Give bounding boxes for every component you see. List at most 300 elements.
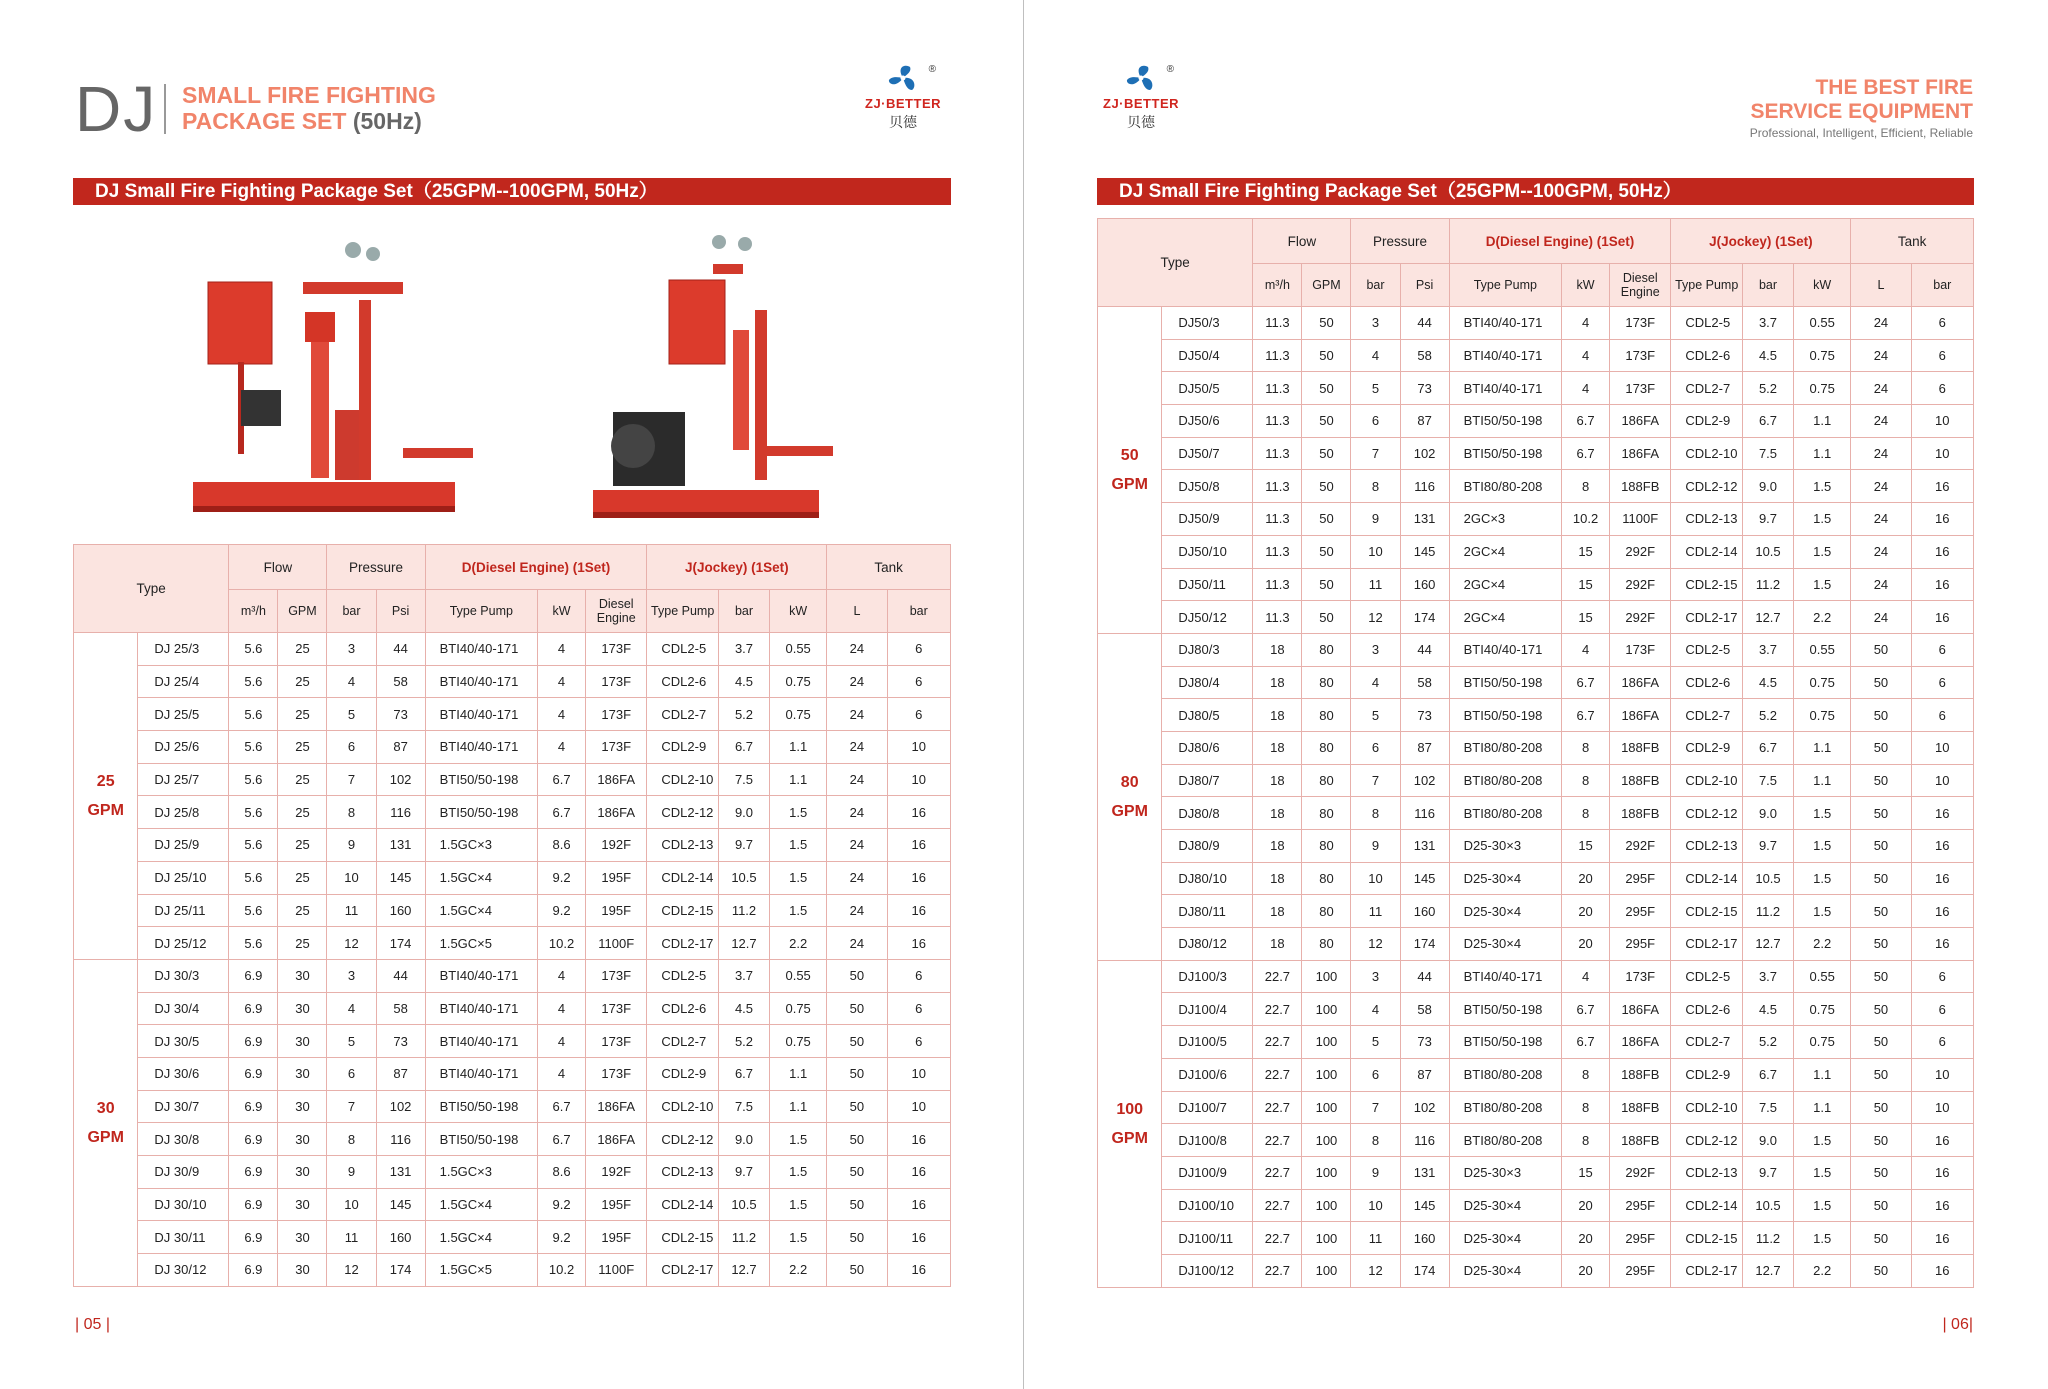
cell-jockey-kw: 1.5	[770, 1156, 827, 1189]
cell-jockey-bar: 7.5	[1742, 1091, 1793, 1124]
cell-flow-gpm: 50	[1302, 339, 1351, 372]
cell-model: DJ 30/11	[138, 1221, 229, 1254]
cell-jockey-type-pump: CDL2-12	[647, 796, 719, 829]
cell-diesel-engine: 188FB	[1610, 764, 1671, 797]
cell-tank-bar: 10	[1911, 405, 1973, 438]
cell-pressure-bar: 3	[1351, 633, 1400, 666]
cell-flow-gpm: 30	[278, 1025, 327, 1058]
cell-model: DJ100/7	[1162, 1091, 1253, 1124]
tagline-title-line2: SERVICE EQUIPMENT	[1750, 100, 1973, 123]
cell-tank-bar: 16	[1911, 470, 1973, 503]
cell-jockey-type-pump: CDL2-13	[647, 1156, 719, 1189]
cell-jockey-bar: 12.7	[718, 1254, 769, 1287]
cell-diesel-kw: 8	[1562, 1058, 1610, 1091]
cell-jockey-kw: 1.1	[1794, 437, 1851, 470]
cell-jockey-kw: 1.5	[1794, 895, 1851, 928]
cell-tank-l: 24	[827, 829, 887, 862]
left-header	[0, 0, 1023, 170]
cell-pressure-bar: 7	[1351, 1091, 1400, 1124]
cell-jockey-bar: 5.2	[718, 1025, 769, 1058]
cell-flow-m3h: 22.7	[1253, 1091, 1302, 1124]
cell-pressure-bar: 6	[1351, 731, 1400, 764]
cell-flow-m3h: 11.3	[1253, 405, 1302, 438]
cell-tank-l: 50	[827, 1254, 887, 1287]
cell-tank-bar: 10	[1911, 437, 1973, 470]
gpm-group-unit: GPM	[87, 801, 124, 819]
cell-diesel-engine: 173F	[1610, 960, 1671, 993]
cell-flow-m3h: 5.6	[229, 665, 278, 698]
cell-model: DJ50/11	[1162, 568, 1253, 601]
cell-pressure-bar: 8	[1351, 470, 1400, 503]
cell-jockey-kw: 1.1	[770, 763, 827, 796]
cell-tank-l: 24	[1851, 437, 1911, 470]
cell-flow-gpm: 25	[278, 927, 327, 960]
cell-model: DJ80/12	[1162, 928, 1253, 961]
cell-flow-m3h: 18	[1253, 633, 1302, 666]
cell-pressure-psi: 131	[1400, 830, 1449, 863]
cell-flow-gpm: 80	[1302, 764, 1351, 797]
cell-tank-l: 24	[1851, 405, 1911, 438]
subheader-jockey-bar: bar	[718, 590, 769, 633]
cell-jockey-kw: 2.2	[770, 927, 827, 960]
cell-tank-l: 24	[827, 633, 887, 666]
cell-jockey-kw: 0.75	[1794, 339, 1851, 372]
cell-pressure-bar: 5	[1351, 1026, 1400, 1059]
cell-jockey-type-pump: CDL2-14	[647, 861, 719, 894]
cell-diesel-kw: 6.7	[1562, 405, 1610, 438]
cell-jockey-bar: 4.5	[718, 665, 769, 698]
cell-flow-gpm: 50	[1302, 307, 1351, 340]
subheader-m3h: m³/h	[229, 590, 278, 633]
cell-diesel-engine: 292F	[1610, 535, 1671, 568]
spec-table-left	[73, 544, 951, 1287]
cell-tank-bar: 6	[1911, 633, 1973, 666]
cell-flow-m3h: 6.9	[229, 1123, 278, 1156]
cell-jockey-kw: 1.5	[770, 861, 827, 894]
cell-jockey-type-pump: CDL2-13	[647, 829, 719, 862]
cell-pressure-psi: 116	[376, 1123, 425, 1156]
cell-jockey-type-pump: CDL2-17	[1671, 1254, 1743, 1287]
cell-flow-m3h: 5.6	[229, 633, 278, 666]
cell-flow-m3h: 11.3	[1253, 437, 1302, 470]
cell-tank-bar: 16	[1911, 797, 1973, 830]
cell-flow-m3h: 11.3	[1253, 601, 1302, 634]
table-row	[1098, 633, 1974, 666]
cell-jockey-bar: 7.5	[1742, 764, 1793, 797]
cell-pressure-bar: 10	[327, 861, 376, 894]
cell-diesel-type-pump: 2GC×4	[1449, 568, 1561, 601]
table-row	[74, 1025, 951, 1058]
cell-tank-l: 50	[827, 1156, 887, 1189]
cell-diesel-type-pump: D25-30×4	[1449, 862, 1561, 895]
cell-jockey-kw: 0.55	[1794, 633, 1851, 666]
gpm-group-value: 30	[96, 1099, 115, 1117]
cell-diesel-engine: 1100F	[586, 927, 647, 960]
cell-jockey-bar: 11.2	[718, 894, 769, 927]
cell-pressure-bar: 10	[327, 1188, 376, 1221]
frequency-label: (50Hz)	[352, 108, 422, 134]
cell-pressure-psi: 73	[1400, 1026, 1449, 1059]
cell-pressure-bar: 5	[327, 1025, 376, 1058]
cell-diesel-engine: 173F	[1610, 633, 1671, 666]
cell-model: DJ50/12	[1162, 601, 1253, 634]
cell-diesel-kw: 6.7	[1562, 699, 1610, 732]
cell-flow-gpm: 50	[1302, 535, 1351, 568]
cell-diesel-type-pump: BTI50/50-198	[425, 1123, 537, 1156]
cell-pressure-psi: 44	[376, 633, 425, 666]
table-row	[1098, 1189, 1974, 1222]
cell-pressure-psi: 58	[1400, 993, 1449, 1026]
cell-diesel-kw: 6.7	[538, 796, 586, 829]
cell-model: DJ 25/12	[138, 927, 229, 960]
cell-jockey-bar: 3.7	[1742, 307, 1793, 340]
cell-diesel-kw: 8	[1562, 470, 1610, 503]
cell-jockey-kw: 0.75	[770, 992, 827, 1025]
cell-diesel-engine: 188FB	[1610, 1058, 1671, 1091]
cell-model: DJ100/12	[1162, 1254, 1253, 1287]
cell-pressure-bar: 11	[327, 1221, 376, 1254]
cell-flow-gpm: 80	[1302, 633, 1351, 666]
table-row	[74, 992, 951, 1025]
cell-jockey-bar: 4.5	[1742, 339, 1793, 372]
table-header-row-right	[1098, 219, 1974, 264]
cell-tank-bar: 10	[1911, 1058, 1973, 1091]
cell-tank-bar: 6	[1911, 372, 1973, 405]
cell-flow-gpm: 100	[1302, 1091, 1351, 1124]
cell-diesel-type-pump: D25-30×4	[1449, 1189, 1561, 1222]
cell-tank-l: 50	[827, 1123, 887, 1156]
cell-jockey-kw: 2.2	[1794, 928, 1851, 961]
table-row	[74, 633, 951, 666]
cell-flow-m3h: 6.9	[229, 1188, 278, 1221]
cell-tank-l: 50	[1851, 1091, 1911, 1124]
cell-diesel-engine: 192F	[586, 1156, 647, 1189]
cell-flow-gpm: 100	[1302, 960, 1351, 993]
registered-mark: ®	[928, 64, 936, 75]
cell-diesel-kw: 8.6	[538, 1156, 586, 1189]
cell-flow-gpm: 30	[278, 1090, 327, 1123]
cell-model: DJ100/6	[1162, 1058, 1253, 1091]
gpm-group-value: 80	[1120, 773, 1139, 791]
cell-pressure-psi: 131	[1400, 1156, 1449, 1189]
cell-flow-m3h: 5.6	[229, 927, 278, 960]
cell-model: DJ 30/4	[138, 992, 229, 1025]
cell-diesel-engine: 188FB	[1610, 731, 1671, 764]
cell-flow-m3h: 11.3	[1253, 503, 1302, 536]
cell-jockey-bar: 3.7	[718, 959, 769, 992]
cell-diesel-type-pump: BTI50/50-198	[1449, 437, 1561, 470]
cell-jockey-type-pump: CDL2-10	[1671, 764, 1743, 797]
cell-pressure-psi: 131	[1400, 503, 1449, 536]
table-row	[1098, 666, 1974, 699]
tagline-subtitle: Professional, Intelligent, Efficient, Reliable	[1749, 126, 1973, 140]
table-row	[1098, 568, 1974, 601]
cell-pressure-bar: 8	[1351, 1124, 1400, 1157]
cell-flow-gpm: 80	[1302, 699, 1351, 732]
cell-tank-l: 24	[827, 927, 887, 960]
cell-jockey-kw: 1.5	[1794, 568, 1851, 601]
cell-jockey-type-pump: CDL2-7	[647, 698, 719, 731]
cell-model: DJ 25/4	[138, 665, 229, 698]
cell-diesel-kw: 6.7	[538, 1090, 586, 1123]
table-row	[1098, 731, 1974, 764]
cell-diesel-kw: 4	[1562, 339, 1610, 372]
cell-pressure-bar: 8	[1351, 797, 1400, 830]
cell-jockey-bar: 5.2	[1742, 699, 1793, 732]
cell-flow-gpm: 30	[278, 1057, 327, 1090]
cell-jockey-kw: 1.5	[1794, 830, 1851, 863]
cell-jockey-kw: 1.1	[770, 1057, 827, 1090]
cell-diesel-engine: 295F	[1610, 1254, 1671, 1287]
spec-table-right-body	[1098, 307, 1974, 1288]
cell-flow-gpm: 80	[1302, 797, 1351, 830]
cell-pressure-bar: 5	[1351, 372, 1400, 405]
cell-pressure-bar: 12	[327, 927, 376, 960]
gpm-group-value: 50	[1120, 446, 1139, 464]
cell-model: DJ 30/10	[138, 1188, 229, 1221]
cell-diesel-engine: 186FA	[1610, 405, 1671, 438]
cell-flow-m3h: 18	[1253, 731, 1302, 764]
cell-tank-l: 50	[827, 1188, 887, 1221]
table-row	[1098, 470, 1974, 503]
table-row	[1098, 339, 1974, 372]
cell-pressure-bar: 6	[1351, 405, 1400, 438]
cell-jockey-type-pump: CDL2-9	[1671, 405, 1743, 438]
cell-jockey-bar: 12.7	[1742, 928, 1793, 961]
cell-diesel-engine: 295F	[1610, 1189, 1671, 1222]
cell-diesel-engine: 173F	[586, 959, 647, 992]
cell-flow-gpm: 30	[278, 1254, 327, 1287]
gpm-group-unit: GPM	[1111, 1129, 1148, 1147]
cell-jockey-bar: 11.2	[1742, 895, 1793, 928]
table-row	[74, 959, 951, 992]
cell-tank-l: 24	[1851, 568, 1911, 601]
cell-jockey-bar: 12.7	[1742, 601, 1793, 634]
cell-diesel-engine: 186FA	[1610, 1026, 1671, 1059]
cell-jockey-bar: 9.7	[1742, 830, 1793, 863]
cell-diesel-type-pump: BTI50/50-198	[1449, 405, 1561, 438]
cell-pressure-bar: 5	[327, 698, 376, 731]
cell-diesel-kw: 9.2	[538, 894, 586, 927]
cell-diesel-type-pump: BTI80/80-208	[1449, 1058, 1561, 1091]
cell-jockey-type-pump: CDL2-14	[1671, 1189, 1743, 1222]
cell-jockey-kw: 0.75	[770, 698, 827, 731]
table-row	[74, 1221, 951, 1254]
series-title-line1: SMALL FIRE FIGHTING	[182, 82, 436, 108]
cell-jockey-bar: 3.7	[1742, 960, 1793, 993]
cell-model: DJ 25/7	[138, 763, 229, 796]
cell-flow-gpm: 25	[278, 796, 327, 829]
cell-jockey-kw: 1.5	[770, 829, 827, 862]
cell-pressure-psi: 102	[1400, 764, 1449, 797]
subheader-psi: Psi	[376, 590, 425, 633]
cell-flow-m3h: 22.7	[1253, 1156, 1302, 1189]
table-row	[1098, 797, 1974, 830]
cell-diesel-kw: 6.7	[1562, 666, 1610, 699]
cell-tank-l: 50	[1851, 1156, 1911, 1189]
cell-diesel-kw: 8	[1562, 797, 1610, 830]
cell-tank-bar: 16	[1911, 503, 1973, 536]
cell-diesel-engine: 186FA	[586, 763, 647, 796]
cell-jockey-bar: 9.0	[1742, 797, 1793, 830]
cell-tank-bar: 16	[887, 829, 950, 862]
subheader-tank-l: L	[1851, 264, 1911, 307]
cell-diesel-type-pump: BTI50/50-198	[1449, 666, 1561, 699]
cell-jockey-bar: 10.5	[1742, 1189, 1793, 1222]
cell-diesel-kw: 4	[1562, 372, 1610, 405]
cell-tank-bar: 6	[887, 959, 950, 992]
cell-jockey-type-pump: CDL2-7	[1671, 1026, 1743, 1059]
cell-diesel-type-pump: D25-30×3	[1449, 1156, 1561, 1189]
brand-name-right: ZJ·BETTER	[1103, 96, 1179, 111]
cell-diesel-kw: 4	[538, 698, 586, 731]
cell-diesel-type-pump: BTI80/80-208	[1449, 1091, 1561, 1124]
cell-diesel-kw: 9.2	[538, 1221, 586, 1254]
cell-diesel-kw: 4	[538, 665, 586, 698]
cell-tank-l: 50	[1851, 699, 1911, 732]
cell-jockey-bar: 6.7	[1742, 731, 1793, 764]
cell-jockey-kw: 0.55	[770, 959, 827, 992]
cell-model: DJ80/4	[1162, 666, 1253, 699]
cell-jockey-bar: 9.0	[1742, 1124, 1793, 1157]
cell-pressure-bar: 8	[327, 1123, 376, 1156]
cell-flow-gpm: 25	[278, 861, 327, 894]
cell-flow-gpm: 80	[1302, 666, 1351, 699]
cell-model: DJ 30/9	[138, 1156, 229, 1189]
cell-pressure-bar: 4	[1351, 666, 1400, 699]
cell-pressure-psi: 102	[376, 1090, 425, 1123]
diesel-header: D(Diesel Engine) (1Set)	[425, 545, 647, 590]
cell-pressure-bar: 3	[327, 959, 376, 992]
cell-tank-bar: 16	[1911, 535, 1973, 568]
cell-pressure-psi: 87	[1400, 405, 1449, 438]
table-row	[1098, 503, 1974, 536]
cell-jockey-type-pump: CDL2-14	[1671, 862, 1743, 895]
cell-tank-l: 24	[1851, 339, 1911, 372]
cell-pressure-bar: 10	[1351, 535, 1400, 568]
cell-jockey-bar: 10.5	[718, 861, 769, 894]
cell-tank-l: 50	[1851, 960, 1911, 993]
cell-tank-bar: 6	[887, 992, 950, 1025]
cell-tank-bar: 16	[887, 894, 950, 927]
cell-diesel-type-pump: BTI40/40-171	[425, 1025, 537, 1058]
cell-diesel-type-pump: 1.5GC×4	[425, 1221, 537, 1254]
cell-tank-l: 24	[827, 763, 887, 796]
cell-model: DJ100/8	[1162, 1124, 1253, 1157]
cell-jockey-type-pump: CDL2-15	[647, 1221, 719, 1254]
cell-model: DJ50/7	[1162, 437, 1253, 470]
cell-pressure-bar: 7	[327, 1090, 376, 1123]
pump-set-illustration	[73, 220, 951, 545]
cell-jockey-type-pump: CDL2-9	[1671, 731, 1743, 764]
cell-pressure-psi: 87	[1400, 1058, 1449, 1091]
subheader-type-pump: Type Pump	[1449, 264, 1561, 307]
cell-tank-bar: 10	[887, 1090, 950, 1123]
cell-jockey-type-pump: CDL2-5	[647, 633, 719, 666]
table-row	[74, 829, 951, 862]
cell-flow-gpm: 25	[278, 665, 327, 698]
cell-tank-bar: 6	[1911, 699, 1973, 732]
cell-tank-bar: 16	[887, 1188, 950, 1221]
cell-diesel-kw: 20	[1562, 1254, 1610, 1287]
fan-logo-icon	[886, 64, 920, 94]
cell-tank-l: 24	[827, 894, 887, 927]
table-row	[1098, 1091, 1974, 1124]
cell-diesel-engine: 188FB	[1610, 1124, 1671, 1157]
cell-jockey-kw: 1.5	[770, 1188, 827, 1221]
cell-pressure-bar: 7	[1351, 437, 1400, 470]
cell-pressure-bar: 4	[327, 992, 376, 1025]
cell-diesel-type-pump: 1.5GC×5	[425, 927, 537, 960]
subheader-tank-bar: bar	[1911, 264, 1973, 307]
cell-jockey-type-pump: CDL2-13	[1671, 503, 1743, 536]
subheader-psi: Psi	[1400, 264, 1449, 307]
cell-diesel-type-pump: BTI80/80-208	[1449, 764, 1561, 797]
cell-diesel-type-pump: D25-30×4	[1449, 1222, 1561, 1255]
cell-jockey-type-pump: CDL2-5	[1671, 633, 1743, 666]
cell-pressure-bar: 10	[1351, 862, 1400, 895]
gpm-group-label	[74, 633, 138, 960]
cell-pressure-psi: 102	[1400, 1091, 1449, 1124]
cell-diesel-type-pump: BTI40/40-171	[425, 959, 537, 992]
cell-jockey-type-pump: CDL2-7	[1671, 699, 1743, 732]
cell-pressure-psi: 145	[376, 1188, 425, 1221]
table-row	[1098, 601, 1974, 634]
brand-chinese-right: 贝德	[1127, 114, 1155, 130]
cell-diesel-kw: 10.2	[1562, 503, 1610, 536]
header-divider	[164, 84, 166, 134]
cell-pressure-bar: 10	[1351, 1189, 1400, 1222]
cell-diesel-engine: 188FB	[1610, 797, 1671, 830]
cell-jockey-bar: 10.5	[1742, 535, 1793, 568]
cell-jockey-kw: 0.75	[1794, 666, 1851, 699]
cell-tank-bar: 16	[1911, 1156, 1973, 1189]
cell-pressure-psi: 174	[1400, 1254, 1449, 1287]
cell-diesel-engine: 292F	[1610, 601, 1671, 634]
cell-diesel-engine: 186FA	[1610, 699, 1671, 732]
cell-flow-m3h: 18	[1253, 699, 1302, 732]
table-row	[74, 796, 951, 829]
section-banner-right: DJ Small Fire Fighting Package Set（25GPM--100GPM, 50Hz）	[1097, 178, 1974, 205]
gpm-group-unit: GPM	[1111, 802, 1148, 820]
cell-jockey-kw: 1.1	[1794, 731, 1851, 764]
cell-model: DJ100/5	[1162, 1026, 1253, 1059]
cell-tank-l: 24	[827, 665, 887, 698]
cell-diesel-engine: 173F	[586, 633, 647, 666]
cell-model: DJ100/11	[1162, 1222, 1253, 1255]
cell-diesel-kw: 8	[1562, 1091, 1610, 1124]
cell-flow-m3h: 6.9	[229, 959, 278, 992]
cell-pressure-psi: 44	[376, 959, 425, 992]
cell-model: DJ80/11	[1162, 895, 1253, 928]
cell-tank-bar: 16	[1911, 1124, 1973, 1157]
cell-model: DJ 25/3	[138, 633, 229, 666]
cell-model: DJ80/7	[1162, 764, 1253, 797]
cell-pressure-bar: 12	[1351, 601, 1400, 634]
cell-diesel-kw: 8.6	[538, 829, 586, 862]
cell-jockey-bar: 4.5	[1742, 666, 1793, 699]
cell-jockey-type-pump: CDL2-7	[647, 1025, 719, 1058]
cell-diesel-type-pump: D25-30×4	[1449, 928, 1561, 961]
cell-diesel-engine: 1100F	[586, 1254, 647, 1287]
cell-jockey-kw: 2.2	[1794, 1254, 1851, 1287]
cell-flow-m3h: 22.7	[1253, 1124, 1302, 1157]
cell-diesel-kw: 6.7	[538, 1123, 586, 1156]
cell-jockey-kw: 1.1	[770, 731, 827, 764]
pressure-header: Pressure	[1351, 219, 1449, 264]
cell-model: DJ 25/11	[138, 894, 229, 927]
table-row	[1098, 372, 1974, 405]
